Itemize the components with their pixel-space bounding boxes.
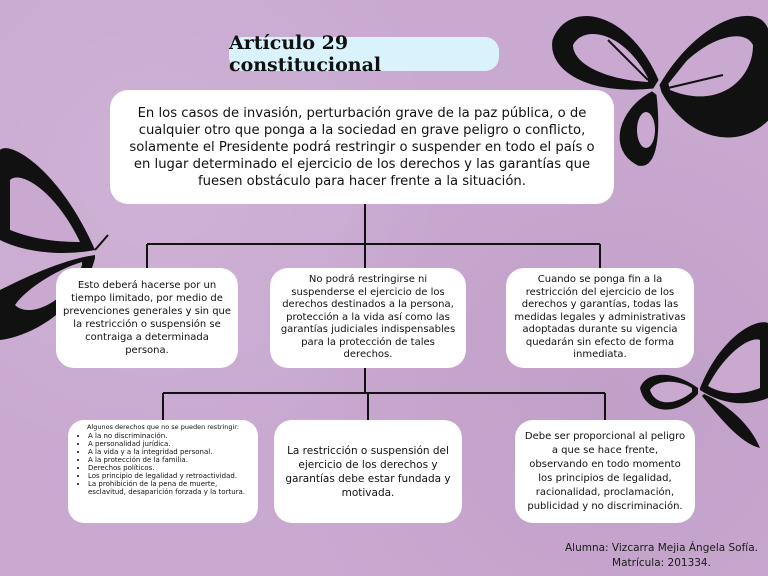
list-item: • A la vida y a la integridad personal. [88, 448, 250, 456]
main-definition-box [110, 90, 614, 204]
end-of-restriction-text: Cuando se ponga fin a la restricción del ejercicio de los derechos y garantías, todas las medidas legales y administrativas adoptadas durante su vigencia quedarán sin efecto de forma inmediata. [514, 274, 686, 361]
page-title: Artículo 29 constitucional [229, 37, 499, 71]
justified-restriction-box [274, 420, 462, 523]
rights-list [76, 432, 250, 496]
list-item: • La prohibición de la pena de muerte, esclavitud, desaparición forzada y la tortura. [88, 480, 250, 496]
rights-list-box [68, 420, 258, 523]
non-restrictable-rights-text: No podrá restringirse ni suspenderse el ejercicio de los derechos destinados a la persona, protección a la vida así como las garantías judiciales indispensables para la protección de tales derechos. [280, 274, 456, 361]
student-name: Alumna: Vizcarra Mejia Ángela Sofía. [564, 542, 758, 554]
proportionality-box [515, 420, 695, 523]
justified-restriction-text: La restricción o suspensión del ejercicio de los derechos y garantías debe estar fundada y motivada. [285, 444, 451, 499]
main-definition-text: En los casos de invasión, perturbación grave de la paz pública, o de cualquier otro que ponga a la sociedad en grave peligro o conflicto, solamente el Presidente podrá restringir o suspender en todo el país o en lugar determinado el ejercicio de los derechos y las garantías que fuesen obstáculo para hacer frente a la situación. [129, 105, 595, 189]
limited-time-box [56, 268, 238, 368]
list-item: • A la no discriminación. [88, 432, 250, 440]
list-item: • Los principio de legalidad y retroactividad. [88, 472, 250, 480]
list-item: • A personalidad jurídica. [88, 440, 250, 448]
non-restrictable-rights-box [270, 268, 466, 368]
student-id: Matrícula: 201334. [612, 557, 711, 569]
author-info [565, 541, 758, 571]
list-item: • Derechos políticos. [88, 464, 250, 472]
list-item: • A la protección de la familia. [88, 456, 250, 464]
limited-time-text: Esto deberá hacerse por un tiempo limitado, por medio de prevenciones generales y sin que la restricción o suspensión se contraiga a determinada persona. [62, 280, 232, 356]
proportionality-text: Debe ser proporcional al peligro a que se hace frente, observando en todo momento los principios de legalidad, racionalidad, proclamación, publicidad y no discriminación. [524, 430, 686, 512]
rights-list-heading: Algunos derechos que no se pueden restringir: [86, 423, 240, 431]
end-of-restriction-box [506, 268, 694, 368]
